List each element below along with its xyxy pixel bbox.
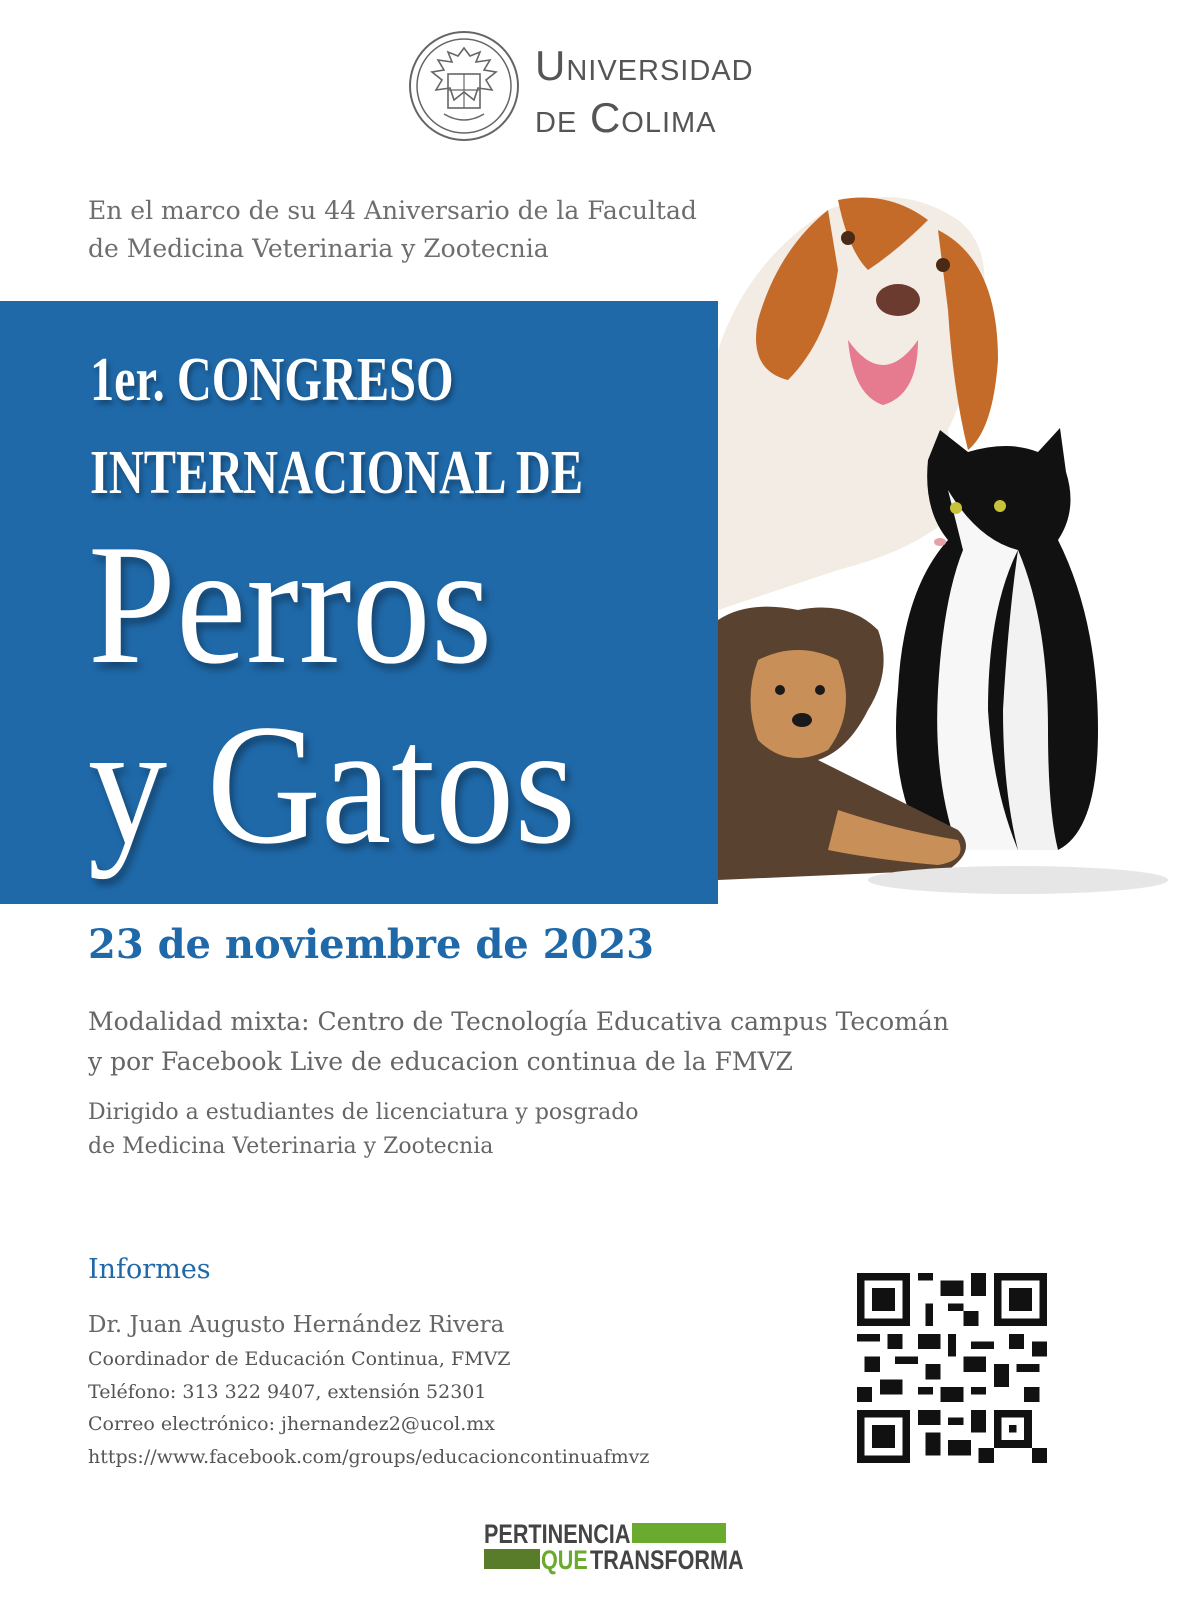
contact-phone: Teléfono: 313 322 9407, extensión 52301: [88, 1381, 487, 1403]
intro-text: [88, 192, 768, 268]
intro-line1: En el marco de su 44 Aniversario de la Facultad: [88, 196, 697, 225]
event-mode-line1: Modalidad mixta: Centro de Tecnología Educativa campus Tecomán: [88, 1007, 949, 1036]
title-line2: INTERNACIONAL DE: [90, 439, 584, 507]
event-date: 23 de noviembre de 2023: [88, 921, 654, 968]
university-name: [535, 40, 825, 144]
event-mode: [88, 1002, 1088, 1082]
university-seal-icon: [408, 30, 520, 142]
contact-role: Coordinador de Educación Continua, FMVZ: [88, 1348, 511, 1370]
university-name-line1: Universidad: [535, 42, 754, 89]
contact-url[interactable]: https://www.facebook.com/groups/educacioncontinuafmvz: [88, 1446, 650, 1468]
slogan-word3: TRANSFORMA: [590, 1545, 744, 1575]
event-audience: [88, 1096, 988, 1164]
contact-heading: Informes: [88, 1254, 211, 1285]
slogan-bar-bottom: [484, 1549, 540, 1569]
event-audience-line2: de Medicina Veterinaria y Zootecnia: [88, 1134, 494, 1159]
event-audience-line1: Dirigido a estudiantes de licenciatura y posgrado: [88, 1100, 639, 1125]
title-gatos: y Gatos: [88, 690, 576, 880]
contact-email: Correo electrónico: jhernandez2@ucol.mx: [88, 1413, 495, 1435]
intro-line2: de Medicina Veterinaria y Zootecnia: [88, 234, 549, 263]
title-line1: 1er. CONGRESO: [90, 346, 454, 414]
university-name-line2: de Colima: [535, 94, 717, 141]
slogan-word2: QUE: [541, 1545, 588, 1575]
qr-code-icon[interactable]: [857, 1273, 1047, 1463]
slogan-word1: PERTINENCIA: [484, 1519, 631, 1549]
event-mode-line2: y por Facebook Live de educacion continua de la FMVZ: [88, 1047, 793, 1076]
title-perros: Perros: [88, 510, 493, 700]
contact-name: Dr. Juan Augusto Hernández Rivera: [88, 1312, 505, 1338]
slogan-bar-top: [632, 1523, 726, 1543]
pets-photo: [718, 190, 1178, 910]
